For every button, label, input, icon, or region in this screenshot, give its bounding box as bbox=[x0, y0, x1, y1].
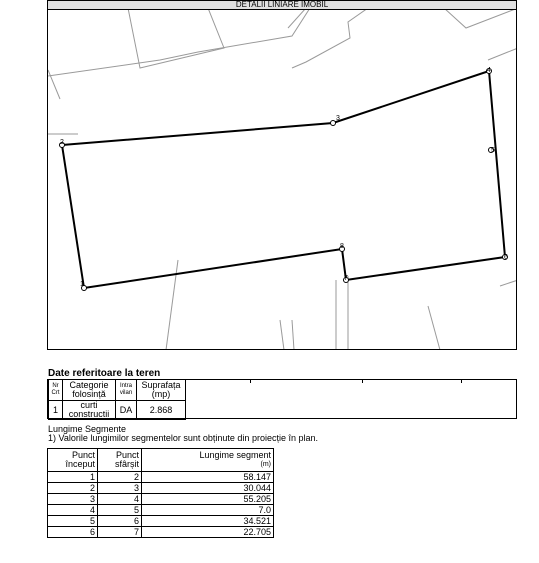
vertex-label-2: 2 bbox=[60, 139, 64, 146]
table-row bbox=[49, 401, 186, 420]
cell-start: 6 bbox=[48, 527, 98, 538]
table-row bbox=[48, 494, 274, 505]
cell-start: 2 bbox=[48, 483, 98, 494]
divider-tick bbox=[461, 380, 462, 383]
vertex-label-6: 6 bbox=[504, 254, 508, 261]
header-end: Punct sfârșit bbox=[98, 449, 142, 472]
vertex-label-8: 8 bbox=[340, 243, 344, 250]
cell-length: 7.0 bbox=[142, 505, 274, 516]
table-row bbox=[48, 516, 274, 527]
header-length-label: Lungime segment bbox=[199, 450, 271, 460]
land-section-title: Date referitoare la teren bbox=[48, 368, 161, 379]
cell-end: 5 bbox=[98, 505, 142, 516]
cell-start: 3 bbox=[48, 494, 98, 505]
cell-length: 34.521 bbox=[142, 516, 274, 527]
divider-tick bbox=[250, 380, 251, 383]
header-suprafata: Suprafața (mp) bbox=[137, 380, 186, 401]
cell-suprafata: 2.868 bbox=[137, 401, 186, 420]
cell-length: 55.205 bbox=[142, 494, 274, 505]
header-length-unit: (m) bbox=[260, 461, 271, 468]
segments-note: 1) Valorile lungimilor segmentelor sunt obținute din proiecție în plan. bbox=[48, 433, 318, 443]
context-lines bbox=[48, 10, 517, 350]
cell-nr: 1 bbox=[49, 401, 63, 420]
plan-drawing bbox=[48, 10, 517, 350]
table-row bbox=[48, 483, 274, 494]
vertex-3 bbox=[331, 121, 336, 126]
cell-end: 4 bbox=[98, 494, 142, 505]
cell-start: 1 bbox=[48, 472, 98, 483]
cell-end: 2 bbox=[98, 472, 142, 483]
header-intra-vilan: Intra vilan bbox=[116, 380, 137, 401]
page-title: DETALII LINIARE IMOBIL bbox=[47, 0, 517, 10]
land-data-frame bbox=[47, 379, 517, 419]
divider-tick bbox=[362, 380, 363, 383]
vertex-label-7: 7 bbox=[344, 275, 348, 282]
vertex-label-4: 4 bbox=[487, 67, 491, 74]
vertex-label-5: 5 bbox=[491, 147, 495, 154]
vertex-label-3: 3 bbox=[336, 115, 340, 122]
header-start: Punct început bbox=[48, 449, 98, 472]
header-categorie: Categorie folosință bbox=[63, 380, 116, 401]
cell-length: 58.147 bbox=[142, 472, 274, 483]
cell-start: 4 bbox=[48, 505, 98, 516]
cell-categorie: curti constructii bbox=[63, 401, 116, 420]
cell-length: 30.044 bbox=[142, 483, 274, 494]
cell-length: 22.705 bbox=[142, 527, 274, 538]
parcel-plan bbox=[47, 10, 517, 350]
segments-table bbox=[47, 448, 274, 538]
header-nr-crt: Nr Crt bbox=[49, 380, 63, 401]
cell-intra: DA bbox=[116, 401, 137, 420]
cell-end: 7 bbox=[98, 527, 142, 538]
header-length bbox=[142, 449, 274, 472]
cell-end: 3 bbox=[98, 483, 142, 494]
cell-start: 5 bbox=[48, 516, 98, 527]
land-table bbox=[48, 379, 186, 420]
table-row bbox=[48, 505, 274, 516]
table-row bbox=[48, 472, 274, 483]
cell-end: 6 bbox=[98, 516, 142, 527]
table-row bbox=[48, 527, 274, 538]
vertex-label-1: 1 bbox=[80, 281, 84, 288]
segments-title: Lungime Segmente bbox=[48, 424, 127, 434]
parcel-boundary bbox=[62, 71, 505, 288]
